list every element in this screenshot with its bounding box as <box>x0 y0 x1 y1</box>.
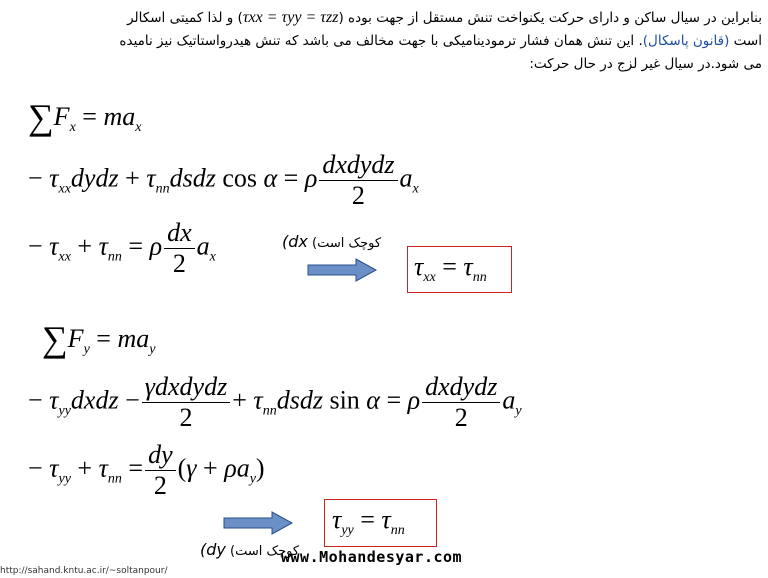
arrow-right-icon <box>306 257 378 283</box>
result-tau-xx-equals-tau-nn: $\tau_{xx} = \tau_{nn}$ <box>414 252 487 286</box>
note-dy-small: کوچک است) dy) <box>200 540 300 559</box>
note-dx-small: کوچک است) dx) <box>282 232 382 251</box>
arrow-right-icon-2 <box>222 510 294 536</box>
paragraph-line-2: است (قانون پاسکال). این تنش همان فشار ترمودینامیکی با جهت مخالف می باشد که تنش هیدرواستاتیک نیز نامیده <box>119 33 762 49</box>
equation-sum-fy: $\sum F_y = ma_y$ <box>42 319 156 359</box>
pascal-law-link: (قانون پاسکال) <box>642 33 730 49</box>
equation-reduced-x: − $\tau_{xx} + \tau_{nn} = \rho$ $\frac{dx}{2}$ $a_x$ <box>28 218 216 278</box>
result-tau-yy-equals-tau-nn: $\tau_{yy} = \tau_{nn}$ <box>332 505 405 539</box>
site-watermark: www.Mohandesyar.com <box>281 548 463 566</box>
source-url: http://sahand.kntu.ac.ir/~soltanpour/ <box>0 566 168 576</box>
equation-sum-fx: $\sum F_x = ma_x$ <box>28 97 142 137</box>
equation-force-balance-y: − $\tau_{yy}dxdz$ − $\frac{\text{γdxdydz}}{2}$ + $\tau_{nn}dsdz$ sin α = ρ $\frac{\text{dxdydz}}{2}$ $a_y$ <box>28 372 522 432</box>
equation-reduced-y: − $\tau_{yy} + \tau_{nn}$ = $\frac{dy}{2}$ $(\gamma + \rho a_y)$ <box>28 440 265 500</box>
paragraph-line-3: می شود.در سیال غیر لزج در حال حرکت: <box>529 56 762 72</box>
equation-force-balance-x: − $\tau_{xx}dydz$ + $\tau_{nn}dsdz$ cos α = ρ $\frac{\text{dxdydz}}{2}$ $a_x$ <box>28 150 419 210</box>
paragraph-line-1: بنابراین در سیال ساکن و دارای حرکت یکنواخت تنش مستقل از جهت بوده (τxx = τyy = τzz) و لذا کمیتی اسکالر <box>127 9 762 26</box>
intro-paragraph <box>6 6 762 76</box>
